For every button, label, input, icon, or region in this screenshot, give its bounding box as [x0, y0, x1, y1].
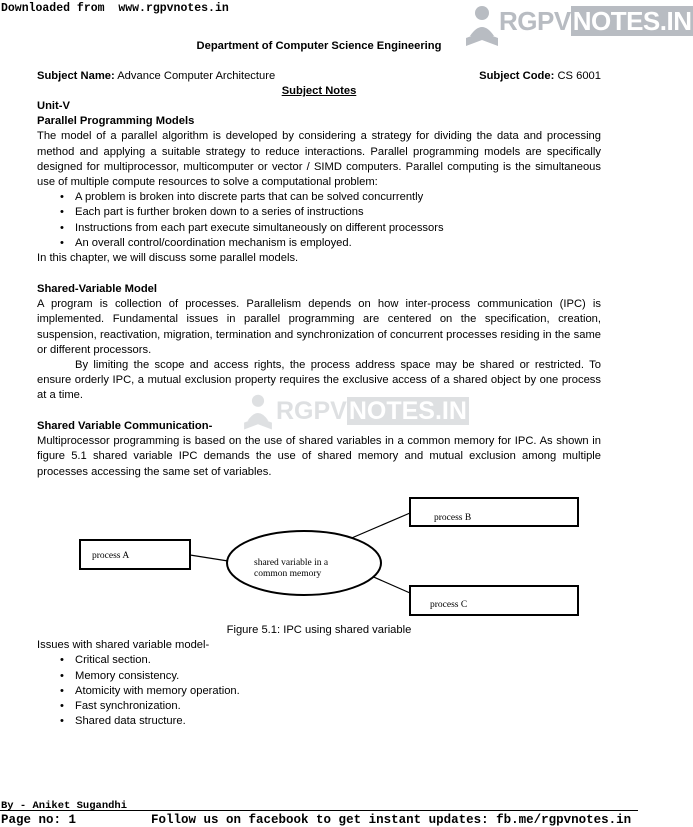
list-item: • Atomicity with memory operation.	[75, 684, 601, 699]
process-c-label: process C	[430, 600, 468, 610]
subject-code-label: Subject Code:	[479, 70, 555, 82]
section-2	[37, 282, 601, 404]
section-2-title: Shared-Variable Model	[37, 283, 157, 295]
section-3-title: Shared Variable Communication-	[37, 420, 213, 432]
section-1-bullets	[37, 190, 601, 251]
issues-list	[37, 653, 601, 729]
section-2-paragraph-1: A program is collection of processes. Parallelism depends on how inter-process communication (IPC) is implemented. Fundamental issues in parallel programming are centered on the specification, creation, suspension, reactivation, migration, termination and synchronization of concurrent processes residing in the same or different processors.	[37, 298, 601, 356]
subject-code: CS 6001	[557, 70, 601, 82]
section-1-paragraph: The model of a parallel algorithm is developed by considering a strategy for dividing the data and processing method and applying a suitable strategy to reduce interactions. Parallel programming models are specifically designed for multiprocessor, multicomputer or vector / SIMD computers. Parallel computing is the simultaneous use of multiple compute resources to solve a computational problem:	[37, 130, 601, 189]
subject-line	[37, 69, 601, 84]
page-number: Page no: 1	[1, 813, 77, 827]
section-1-closing: In this chapter, we will discuss some parallel models.	[37, 252, 299, 265]
subject-name-label: Subject Name:	[37, 70, 115, 82]
logo-wordmark: RGPVNOTES.IN	[499, 6, 692, 36]
section-2-paragraph-2: By limiting the scope and access rights, the process address space may be shared or restricted. To ensure orderly IPC, a mutual exclusion property requires the exclusive access of a shared object by one process at a time.	[37, 359, 601, 402]
footer-rule	[0, 810, 638, 811]
subject-code-block	[479, 69, 601, 84]
figure-caption: Figure 5.1: IPC using shared variable	[226, 624, 412, 636]
department-heading: Department of Computer Science Engineering	[196, 40, 442, 52]
watermark: RGPVNOTES.IN	[242, 393, 402, 433]
ipc-diagram	[78, 495, 580, 620]
download-label: Downloaded from	[1, 2, 105, 15]
process-b-label: process B	[434, 513, 472, 523]
issues-section	[37, 623, 601, 729]
unit-heading: Unit-V	[37, 100, 70, 112]
notes-title: Subject Notes	[281, 85, 357, 97]
section-1	[37, 99, 601, 266]
connector-a	[190, 555, 228, 561]
follow-link[interactable]: Follow us on facebook to get instant updates: fb.me/rgpvnotes.in	[151, 813, 632, 827]
download-source	[1, 2, 229, 15]
list-item: • A problem is broken into discrete parts that can be solved concurrently	[75, 190, 601, 205]
shared-label-line2: common memory	[254, 569, 322, 579]
section-1-title: Parallel Programming Models	[37, 115, 195, 128]
list-item: • An overall control/coordination mechanism is employed.	[75, 236, 601, 251]
subject-name: Advance Computer Architecture	[117, 70, 276, 82]
download-site[interactable]: www.rgpvnotes.in	[118, 2, 229, 15]
list-item: • Shared data structure.	[75, 714, 601, 729]
footer-bar	[1, 813, 631, 827]
section-3	[37, 419, 601, 480]
author-line: By - Aniket Sugandhi	[1, 800, 128, 812]
list-item: • Memory consistency.	[75, 669, 601, 684]
list-item: • Instructions from each part execute simultaneously on different processors	[75, 221, 601, 236]
list-item: • Fast synchronization.	[75, 699, 601, 714]
process-a-label: process A	[92, 551, 130, 561]
shared-label-line1: shared variable in a	[254, 558, 329, 568]
list-item: • Critical section.	[75, 653, 601, 668]
section-3-paragraph: Multiprocessor programming is based on the use of shared variables in a common memory for IPC. As shown in figure 5.1 shared variable IPC demands the use of shared memory and mutual exclusion among multiple processes accessing the same set of variables.	[37, 435, 601, 478]
list-item: • Each part is further broken down to a series of instructions	[75, 205, 601, 220]
issues-title: Issues with shared variable model-	[37, 639, 210, 652]
